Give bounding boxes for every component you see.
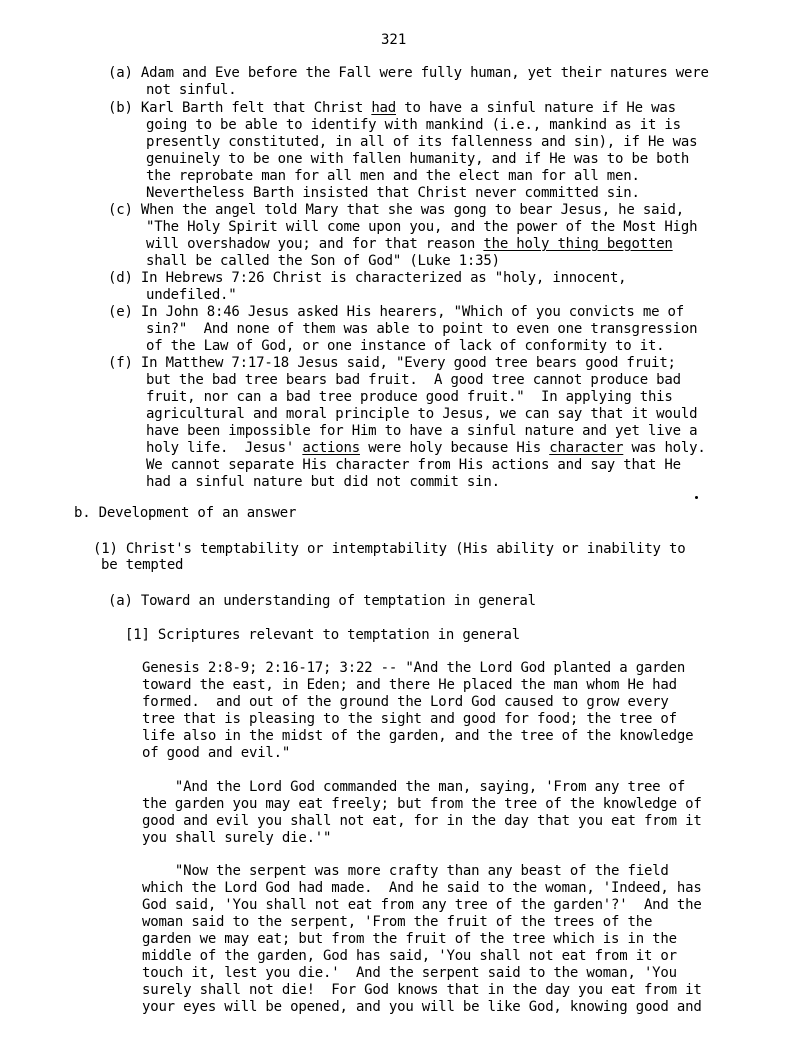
list-item-b-line: the reprobate man for all men and the elect man for all men. (146, 168, 640, 184)
list-item-c-line: shall be called the Son of God" (Luke 1:35) (146, 253, 500, 269)
scripture-paragraph-2-line: you shall surely die.'" (142, 830, 332, 846)
list-item-b-line: presently constituted, in all of its fallenness and sin), if He was (146, 134, 698, 150)
list-item-c-line (146, 236, 673, 253)
list-item-f-line: (f) In Matthew 7:17-18 Jesus said, "Every good tree bears good fruit; (108, 355, 676, 371)
scripture-paragraph-3-line: middle of the garden, God has said, 'You shall not eat from it or (142, 948, 677, 964)
stray-mark (695, 496, 698, 499)
list-item-e-line: of the Law of God, or one instance of lack of conformity to it. (146, 338, 665, 354)
subheading-1a1: [1] Scriptures relevant to temptation in general (125, 627, 520, 643)
subheading-1-line: (1) Christ's temptability or intemptability (His ability or inability to (93, 541, 686, 557)
list-item-d-line: (d) In Hebrews 7:26 Christ is characterized as "holy, innocent, (108, 270, 627, 286)
text-run: (b) Karl Barth felt that Christ (108, 100, 372, 116)
scripture-paragraph-1-line: formed. and out of the ground the Lord God caused to grow every (142, 694, 669, 710)
scripture-paragraph-1-line: Genesis 2:8-9; 2:16-17; 3:22 -- "And the Lord God planted a garden (142, 660, 686, 676)
list-item-f-line: agricultural and moral principle to Jesus, we can say that it would (146, 406, 698, 422)
scripture-paragraph-3-line: God said, 'You shall not eat from any tree of the garden'?' And the (142, 897, 702, 913)
text-run: to have a sinful nature if He was (396, 100, 676, 116)
list-item-e-line: (e) In John 8:46 Jesus asked His hearers, "Which of you convicts me of (108, 304, 685, 320)
list-item-d-line: undefiled." (146, 287, 237, 303)
list-item-b-line: Nevertheless Barth insisted that Christ never committed sin. (146, 185, 640, 201)
section-heading-b: b. Development of an answer (74, 505, 297, 521)
scripture-paragraph-3-line: "Now the serpent was more crafty than any beast of the field (142, 863, 669, 879)
list-item-a-line: not sinful. (146, 82, 237, 98)
scripture-paragraph-2-line: good and evil you shall not eat, for in the day that you eat from it (142, 813, 702, 829)
scripture-paragraph-1-line: toward the east, in Eden; and there He placed the man whom He had (142, 677, 677, 693)
page-number: 321 (381, 32, 407, 48)
scripture-paragraph-1-line: tree that is pleasing to the sight and good for food; the tree of (142, 711, 677, 727)
scripture-paragraph-3-line: woman said to the serpent, 'From the fruit of the trees of the (142, 914, 653, 930)
list-item-a-line: (a) Adam and Eve before the Fall were fully human, yet their natures were (108, 65, 709, 81)
text-run: was holy. (623, 440, 706, 456)
scripture-paragraph-1-line: of good and evil." (142, 745, 291, 761)
scripture-paragraph-3-line: which the Lord God had made. And he said to the woman, 'Indeed, has (142, 880, 702, 896)
underlined-text: actions (302, 440, 360, 456)
scripture-paragraph-1-line: life also in the midst of the garden, and the tree of the knowledge (142, 728, 694, 744)
subheading-1a: (a) Toward an understanding of temptation in general (108, 593, 536, 609)
list-item-c-line: "The Holy Spirit will come upon you, and the power of the Most High (146, 219, 698, 235)
scripture-paragraph-2-line: "And the Lord God commanded the man, saying, 'From any tree of (142, 779, 686, 795)
scripture-paragraph-3-line: garden we may eat; but from the fruit of the tree which is in the (142, 931, 677, 947)
list-item-c-line: (c) When the angel told Mary that she was gong to bear Jesus, he said, (108, 202, 685, 218)
list-item-b-line (108, 100, 676, 117)
list-item-b-line: going to be able to identify with mankind (i.e., mankind as it is (146, 117, 681, 133)
list-item-f-line: fruit, nor can a bad tree produce good fruit." In applying this (146, 389, 673, 405)
text-run: were holy because His (359, 440, 550, 456)
scripture-paragraph-2-line: the garden you may eat freely; but from the tree of the knowledge of (142, 796, 702, 812)
list-item-f-line: but the bad tree bears bad fruit. A good tree cannot produce bad (146, 372, 681, 388)
underlined-text: character (549, 440, 624, 456)
list-item-f-line: We cannot separate His character from His actions and say that He (146, 457, 681, 473)
subheading-1-line: be tempted (101, 557, 184, 573)
underlined-text: had (371, 100, 397, 116)
list-item-f-line (146, 440, 706, 457)
text-run: will overshadow you; and for that reason (146, 236, 484, 252)
list-item-b-line: genuinely to be one with fallen humanity, and if He was to be both (146, 151, 690, 167)
list-item-f-line: have been impossible for Him to have a sinful nature and yet live a (146, 423, 698, 439)
list-item-e-line: sin?" And none of them was able to point to even one transgression (146, 321, 698, 337)
scripture-paragraph-3-line: touch it, lest you die.' And the serpent said to the woman, 'You (142, 965, 677, 981)
list-item-f-line: had a sinful nature but did not commit sin. (146, 474, 500, 490)
scripture-paragraph-3-line: your eyes will be opened, and you will be like God, knowing good and (142, 999, 702, 1015)
underlined-text: the holy thing begotten (483, 236, 673, 252)
text-run: holy life. Jesus' (146, 440, 303, 456)
scripture-paragraph-3-line: surely shall not die! For God knows that in the day you eat from it (142, 982, 702, 998)
